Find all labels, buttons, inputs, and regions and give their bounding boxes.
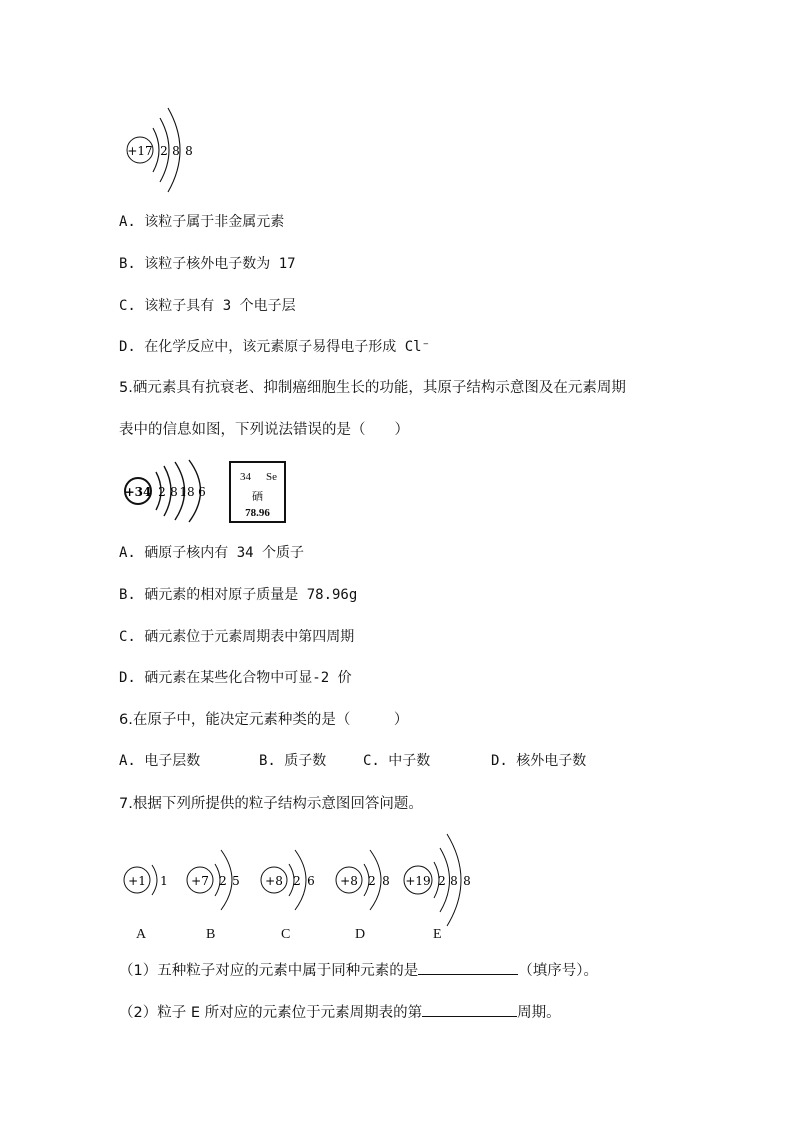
shell-electrons: 2 — [368, 874, 376, 888]
q7-sub1 — [119, 960, 598, 981]
particle-diagram-e — [403, 828, 483, 928]
nucleus-charge: +34 — [124, 485, 152, 499]
shell-electrons: 8 — [382, 874, 390, 888]
shell-electrons: 6 — [198, 485, 206, 499]
shell-electrons: 1 — [160, 874, 168, 888]
q5-option-d[interactable]: D. 硒元素在某些化合物中可显-2 价 — [119, 670, 352, 686]
shell-electrons: 8 — [170, 485, 178, 499]
shell-electrons: 2 — [293, 874, 301, 888]
answer-blank-2[interactable] — [422, 1002, 517, 1017]
element-mass: 78.96 — [245, 507, 270, 519]
particle-label-d: D — [355, 927, 366, 942]
particle-diagram-d — [332, 840, 402, 920]
element-card — [229, 461, 286, 523]
shell-electrons: 8 — [463, 874, 471, 888]
q6-option-b[interactable]: B. 质子数 — [259, 753, 327, 769]
shell-electrons: 8 — [450, 874, 458, 888]
shell-electrons: 18 — [179, 485, 195, 499]
q7-sub1-suffix: （填序号）。 — [518, 963, 598, 979]
q5-option-c[interactable]: C. 硒元素位于元素周期表中第四周期 — [119, 629, 355, 645]
q5-stem-line2: 表中的信息如图，下列说法错误的是（ ） — [119, 422, 409, 438]
particle-diagram-b — [183, 840, 253, 920]
particle-label-e: E — [433, 927, 442, 942]
q5-option-b[interactable]: B. 硒元素的相对原子质量是 78.96g — [119, 587, 358, 603]
nucleus-charge: +1 — [128, 874, 146, 888]
particle-label-b: B — [206, 927, 216, 942]
q6-option-d[interactable]: D. 核外电子数 — [491, 753, 587, 769]
shell-electrons: 2 — [158, 485, 166, 499]
nucleus-charge: +19 — [405, 874, 431, 888]
shell-electrons: 5 — [232, 874, 240, 888]
nucleus-charge: +8 — [265, 874, 283, 888]
particle-diagram-a — [120, 845, 180, 915]
nucleus-charge: +17 — [127, 144, 153, 158]
q7-sub2-text: （2）粒子 E 所对应的元素位于元素周期表的第 — [119, 1005, 423, 1021]
shell-arc — [153, 128, 159, 172]
shell-electrons: 6 — [307, 874, 315, 888]
atom-diagram-q4 — [120, 100, 210, 195]
q4-option-c[interactable]: C. 该粒子具有 3 个电子层 — [119, 298, 296, 314]
q6-stem: 6.在原子中，能决定元素种类的是（ ） — [119, 712, 409, 728]
q6-option-c[interactable]: C. 中子数 — [363, 753, 431, 769]
q5-option-a[interactable]: A. 硒原子核内有 34 个质子 — [119, 545, 305, 561]
particle-label-a: A — [136, 927, 147, 942]
element-name: 硒 — [252, 490, 263, 503]
q7-stem: 7.根据下列所提供的粒子结构示意图回答问题。 — [119, 796, 423, 812]
atom-diagram-q5 — [120, 456, 220, 526]
shell-electrons: 2 — [219, 874, 227, 888]
nucleus-charge: +8 — [340, 874, 358, 888]
shell-electrons: 8 — [172, 144, 180, 158]
answer-blank-1[interactable] — [418, 960, 518, 975]
q7-sub2 — [119, 1002, 561, 1023]
q5-stem-line1: 5.硒元素具有抗衰老、抑制癌细胞生长的功能，其原子结构示意图及在元素周期 — [119, 380, 626, 396]
shell-electrons: 2 — [438, 874, 446, 888]
element-number: 34 — [240, 471, 251, 483]
q6-option-a[interactable]: A. 电子层数 — [119, 753, 201, 769]
element-symbol: Se — [266, 471, 277, 483]
q4-option-b[interactable]: B. 该粒子核外电子数为 17 — [119, 256, 296, 272]
q4-option-d[interactable]: D. 在化学反应中，该元素原子易得电子形成 Cl⁻ — [119, 339, 430, 355]
particle-label-c: C — [281, 927, 291, 942]
shell-electrons: 8 — [185, 144, 193, 158]
nucleus-charge: +7 — [191, 874, 209, 888]
particle-diagram-c — [257, 840, 327, 920]
q7-sub2-suffix: 周期。 — [517, 1005, 561, 1021]
shell-arc — [152, 865, 157, 895]
q4-option-a[interactable]: A. 该粒子属于非金属元素 — [119, 214, 285, 230]
q7-sub1-text: （1）五种粒子对应的元素中属于同种元素的是 — [119, 963, 419, 979]
shell-electrons: 2 — [160, 144, 168, 158]
